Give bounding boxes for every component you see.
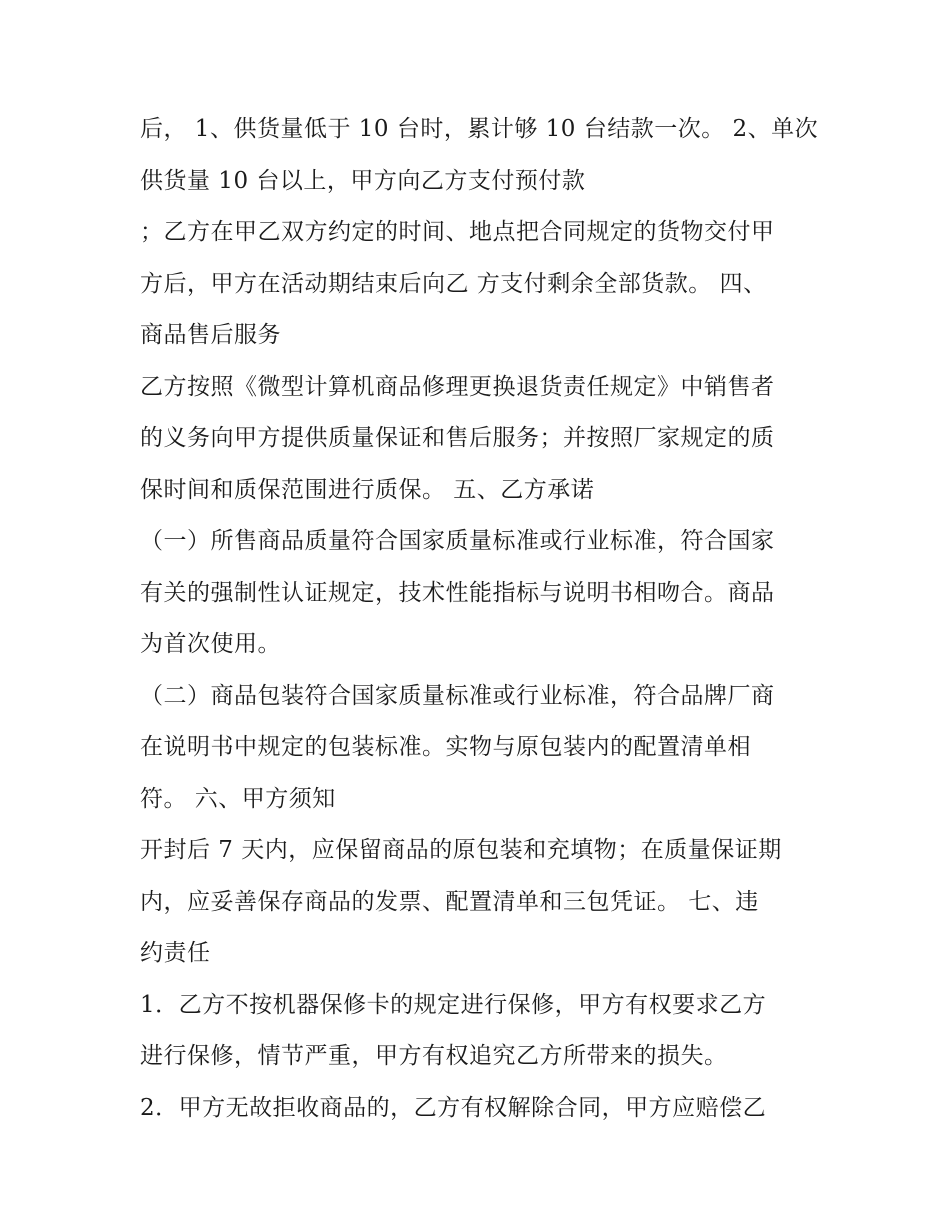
text-line: 1．乙方不按机器保修卡的规定进行保修，甲方有权要求乙方 (140, 991, 767, 1018)
text-line: 方后，甲方在活动期结束后向乙 方支付剩余全部货款。 四、 (140, 270, 767, 297)
text-line: 的义务向甲方提供质量保证和售后服务；并按照厂家规定的质 (140, 425, 775, 451)
text-line: 后， 1、供货量低于 10 台时，累计够 10 台结款一次。 2、单次 (140, 116, 819, 142)
text-line: 进行保修，情节严重，甲方有权追究乙方所带来的损失。 (140, 1043, 728, 1069)
text-line: 开封后 7 天内，应保留商品的原包装和充填物；在质量保证期 (140, 837, 782, 863)
text-line: 保时间和质保范围进行质保。 五、乙方承诺 (140, 476, 595, 503)
contract-text-body (140, 104, 820, 1134)
text-line: 内，应妥善保存商品的发票、配置清单和三包凭证。 七、违 (140, 888, 759, 915)
text-line: ；乙方在甲乙双方约定的时间、地点把合同规定的货物交付甲 (140, 219, 775, 245)
text-line: （一）所售商品质量符合国家质量标准或行业标准，符合国家 (140, 528, 775, 554)
section-heading-after-sales: 商品售后服务 (140, 322, 281, 348)
section-heading-liability: 约责任 (140, 940, 211, 966)
text-line: 供货量 10 台以上，甲方向乙方支付预付款 (140, 167, 586, 194)
text-line: 在说明书中规定的包装标准。实物与原包装内的配置清单相 (140, 734, 751, 760)
text-line: （二）商品包装符合国家质量标准或行业标准，符合品牌厂商 (140, 682, 775, 709)
text-line: 为首次使用。 (140, 631, 281, 657)
text-line: 符。 六、甲方须知 (140, 785, 336, 812)
text-line: 乙方按照《微型计算机商品修理更换退货责任规定》中销售者 (140, 373, 775, 400)
text-line: 有关的强制性认证规定，技术性能指标与说明书相吻合。商品 (140, 579, 775, 606)
text-line: 2．甲方无故拒收商品的，乙方有权解除合同，甲方应赔偿乙 (140, 1094, 767, 1121)
